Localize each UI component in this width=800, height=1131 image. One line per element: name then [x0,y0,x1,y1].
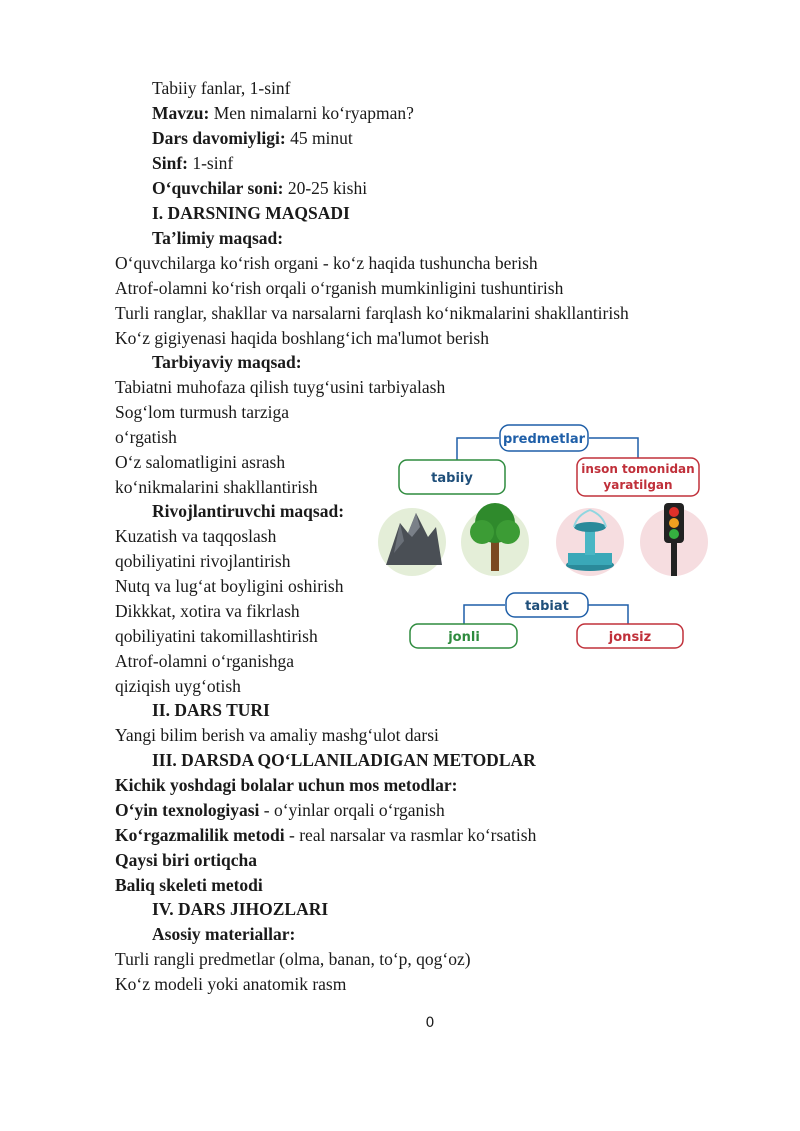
development-line: qobiliyatini takomillashtirish [115,626,318,646]
method-item: Qaysi biri ortiqcha [115,850,257,870]
lesson-type: Yangi bilim berish va amaliy mashg‘ulot darsi [115,725,439,745]
method-item: O‘yin texnologiyasi - o‘yinlar orqali o‘rganish [115,800,445,820]
jonli-label: jonli [448,630,480,645]
fountain-icon [556,508,624,576]
method-item: Baliq skeleti metodi [115,875,263,895]
upbringing-line: ko‘nikmalarini shakllantirish [115,477,318,497]
method-item: Ko‘rgazmalilik metodi - real narsalar va rasmlar ko‘rsatish [115,825,537,845]
page-number: 0 [425,1015,435,1031]
grade-value: 1-sinf [187,153,234,173]
inson-label-line1: inson tomonidan [581,462,695,476]
students-value: 20-25 kishi [283,178,368,198]
classification-diagram [372,415,740,655]
upbringing-line: Tabiatni muhofaza qilish tuyg‘usini tarbiyalash [115,377,446,397]
development-title: Rivojlantiruvchi maqsad: [152,501,345,521]
inson-label-line2: yaratilgan [603,478,673,492]
section2-title: II. DARS TURI [152,700,270,720]
educational-item: O‘quvchilarga ko‘rish organi - ko‘z haqida tushuncha berish [115,253,538,273]
development-line: qiziqish uyg‘otish [115,676,241,696]
students-line [152,177,367,199]
grade-line [152,152,233,174]
subject-line: Tabiiy fanlar, 1-sinf [152,78,291,98]
duration-label: Dars davomiyligi: [152,128,286,148]
methods-intro: Kichik yoshdagi bolalar uchun mos metodlar: [115,775,458,795]
upbringing-title: Tarbiyaviy maqsad: [152,352,302,372]
jonsiz-label: jonsiz [608,630,652,645]
upbringing-line: O‘z salomatligini asrash [115,452,286,472]
tree-icon [461,503,529,576]
materials-title: Asosiy materiallar: [152,924,296,944]
development-line: Dikkkat, xotira va fikrlash [115,601,300,621]
development-line: Atrof-olamni o‘rganishga [115,651,295,671]
upbringing-line: Sog‘lom turmush tarziga [115,402,290,422]
grade-label: Sinf: [152,153,188,173]
development-line: qobiliyatini rivojlantirish [115,551,291,571]
traffic-light-icon [640,503,708,576]
upbringing-line: o‘rgatish [115,427,177,447]
educational-title: Ta’limiy maqsad: [152,228,284,248]
tabiat-label: tabiat [525,599,569,614]
mountain-icon [378,508,446,576]
topic-value: Men nimalarni ko‘ryapman? [209,103,414,123]
educational-item: Atrof-olamni ko‘rish orqali o‘rganish mumkinligini tushuntirish [115,278,564,298]
educational-item: Turli ranglar, shakllar va narsalarni farqlash ko‘nikmalarini shakllantirish [115,303,629,323]
material-item: Turli rangli predmetlar (olma, banan, to‘p, qog‘oz) [115,949,471,969]
predmetlar-label: predmetlar [502,432,586,447]
topic-line [152,102,414,124]
tabiiy-label: tabiiy [431,471,473,486]
material-item: Ko‘z modeli yoki anatomik rasm [115,974,347,994]
duration-value: 45 minut [285,128,353,148]
section4-title: IV. DARS JIHOZLARI [152,899,329,919]
topic-label: Mavzu: [152,103,210,123]
section3-title: III. DARSDA QO‘LLANILADIGAN METODLAR [152,750,536,770]
educational-item: Ko‘z gigiyenasi haqida boshlang‘ich ma'lumot berish [115,328,489,348]
duration-line [152,127,353,149]
development-line: Kuzatish va taqqoslash [115,526,277,546]
students-label: O‘quvchilar soni: [152,178,284,198]
development-line: Nutq va lug‘at boyligini oshirish [115,576,344,596]
section1-title: I. DARSNING MAQSADI [152,203,350,223]
